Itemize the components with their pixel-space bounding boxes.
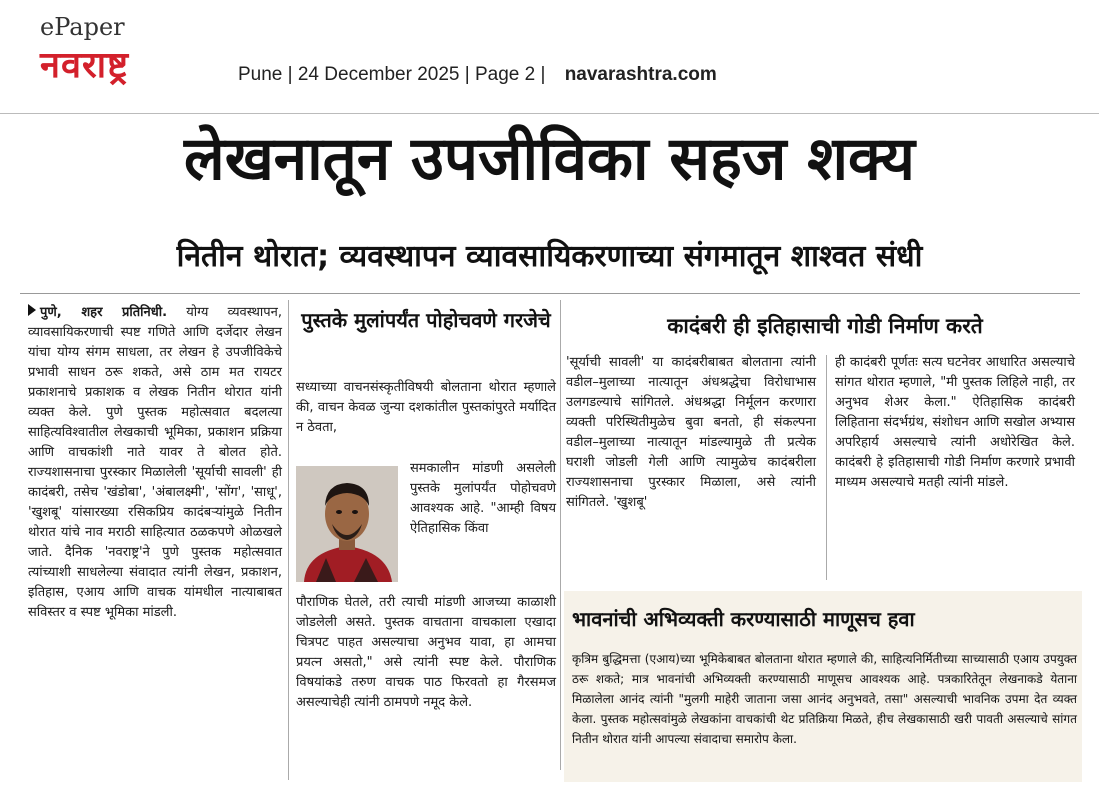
books-paragraph-3: पौराणिक घेतले, तरी त्याची मांडणी आजच्या काळाशी जोडलेली असते. पुस्तक वाचताना वाचकाला एखादा चित्रपट पाहत असल्याचा अनुभव यावा, हा आमचा प्रयत्न असतो," असे त्यांनी स्पष्ट केले. पौराणिक विषयांकडे तरुण वाचक पाठ फिरवतो हा गैरसमज असल्याचेही त्यांनी ठामपणे नमूद केले. [296,595,556,710]
headline-divider [20,293,1080,294]
bullet-triangle-icon [28,304,36,316]
site-link[interactable]: navarashtra.com [564,64,717,85]
ai-section-text: कृत्रिम बुद्धिमत्ता (एआय)च्या भूमिकेबाबत बोलताना थोरात म्हणाले की, साहित्यनिर्मितीच्या साच्यासाठी एआय उपयुक्त ठरू शकते; मात्र भावनांची अभिव्यक्ती करण्यासाठी माणूसच आवश्यक आहे. पत्रकारितेतून लेखनाकडे येताना मिळालेला आनंद त्यांनी "मुलगी माहेरी जाताना जसा आनंद अनुभवते, तसा" असल्याची भावनिक उपमा देत व्यक्त केला. पुस्तक महोत्सवांमुळे लेखकांना वाचकांची थेट प्रतिक्रिया मिळते, हीच लेखकासाठी खरी पावती असल्याचे सांगत नितीन थोरात यांनी आपल्या संवादाचा समारोप केला. [572,652,1077,746]
section-heading-novel: कादंबरी ही इतिहासाची गोडी निर्माण करते [667,314,983,338]
masthead-divider [0,113,1099,114]
books-paragraph-1: सध्याच्या वाचनसंस्कृतीविषयी बोलताना थोरात म्हणाले की, वाचन केवळ जुन्या दशकांतील पुस्तकांपुरते मर्यादित न ठेवता, [296,380,556,435]
edition-info [238,64,717,86]
main-headline: लेखनातून उपजीविका सहज शक्य [184,124,915,194]
intro-column [28,303,282,623]
brand-logo[interactable]: नवराष्ट्र [40,45,130,86]
edition-meta: Pune | 24 December 2025 | Page 2 | [238,64,546,85]
section-heading-ai: भावनांची अभिव्यक्ती करण्यासाठी माणूसच हवा [572,607,915,631]
novel-column-b: ही कादंबरी पूर्णतः सत्य घटनेवर आधारित असल्याचे सांगत थोरात म्हणाले, "मी पुस्तक लिहिले नाही, तर अनुभव शेअर केला." ऐतिहासिक कादंबरी लिहिताना संदर्भग्रंथ, संशोधन आणि सखोल अभ्यास अपरिहार्य असल्याचे त्यांनी अधोरेखित केले. कादंबरी हे इतिहासाची गोडी निर्माण करणारे प्रभावी माध्यम असल्याचे मतही त्यांनी मांडले. [835,355,1075,490]
intro-text: योग्य व्यवस्थापन, व्यावसायिकरणाची स्पष्ट गणिते आणि दर्जेदार लेखन यांचा योग्य संगम साधला, तर लेखन हे उपजीविकेचे प्रभावी साधन ठरू शकते, असे ठाम मत रायटर प्रकाशनाचे प्रकाशक व लेखक नितीन थोरात यांनी व्यक्त केले. पुणे पुस्तक महोत्सवात बदलत्या साहित्यविश्वातील लेखकाची भूमिका, प्रकाशन प्रक्रिया आणि वाचकांशी नाते यावर ते बोलत होते. राज्यशासनाचा पुरस्कार मिळालेली 'सूर्याची सावली' ही कादंबरी, तसेच 'खंडोबा', 'अंबालक्ष्मी', 'सोंग', 'साधू', 'खुशबू' यांसारख्या रसिकप्रिय कादंबऱ्यांमुळे नितीन थोरात यांचे नाव मराठी साहित्यात ठळकपणे ओळखले जाते. दैनिक 'नवराष्ट्र'ने पुणे पुस्तक महोत्सवात त्यांच्याशी साधलेल्या संवादात त्यांनी लेखन, प्रकाशन, इतिहास, एआय आणि वाचक यांमधील नात्याबाबत सविस्तर व स्पष्ट भूमिका मांडली. [28,305,282,620]
epaper-label: ePaper [40,13,125,41]
dateline: पुणे, शहर प्रतिनिधी. [40,305,168,320]
books-paragraph-2: समकालीन मांडणी असलेली पुस्तके मुलांपर्यंत पोहोचवणे आवश्यक आहे. "आम्ही विषय ऐतिहासिक किंवा [410,461,556,536]
novel-column-a: 'सूर्याची सावली' या कादंबरीबाबत बोलताना त्यांनी वडील–मुलाच्या नात्यातून अंधश्रद्धेचा विरोधाभास उलगडल्याचे सांगितले. अंधश्रद्धा निर्मूलन करणारा व्यक्ती परिस्थितीमुळेच बुवा बनतो, ही संकल्पना वडील–मुलाच्या नात्यातून मांडल्यामुळे ती प्रत्येक घराशी जोडली गेली आणि त्यामुळेच कादंबरीला राज्यशासनाचा पुरस्कार मिळाला, असे त्यांनी सांगितले. 'खुशबू' [566,355,816,510]
author-photo [296,466,398,582]
column-divider [826,355,827,580]
column-divider [560,300,561,770]
column-divider [288,300,289,780]
sub-headline: नितीन थोरात; व्यवस्थापन व्यावसायिकरणाच्या संगमातून शाश्वत संधी [176,239,923,274]
section-heading-books: पुस्तके मुलांपर्यंत पोहोचवणे गरजेचे [301,308,551,332]
author-portrait-icon [296,466,398,582]
